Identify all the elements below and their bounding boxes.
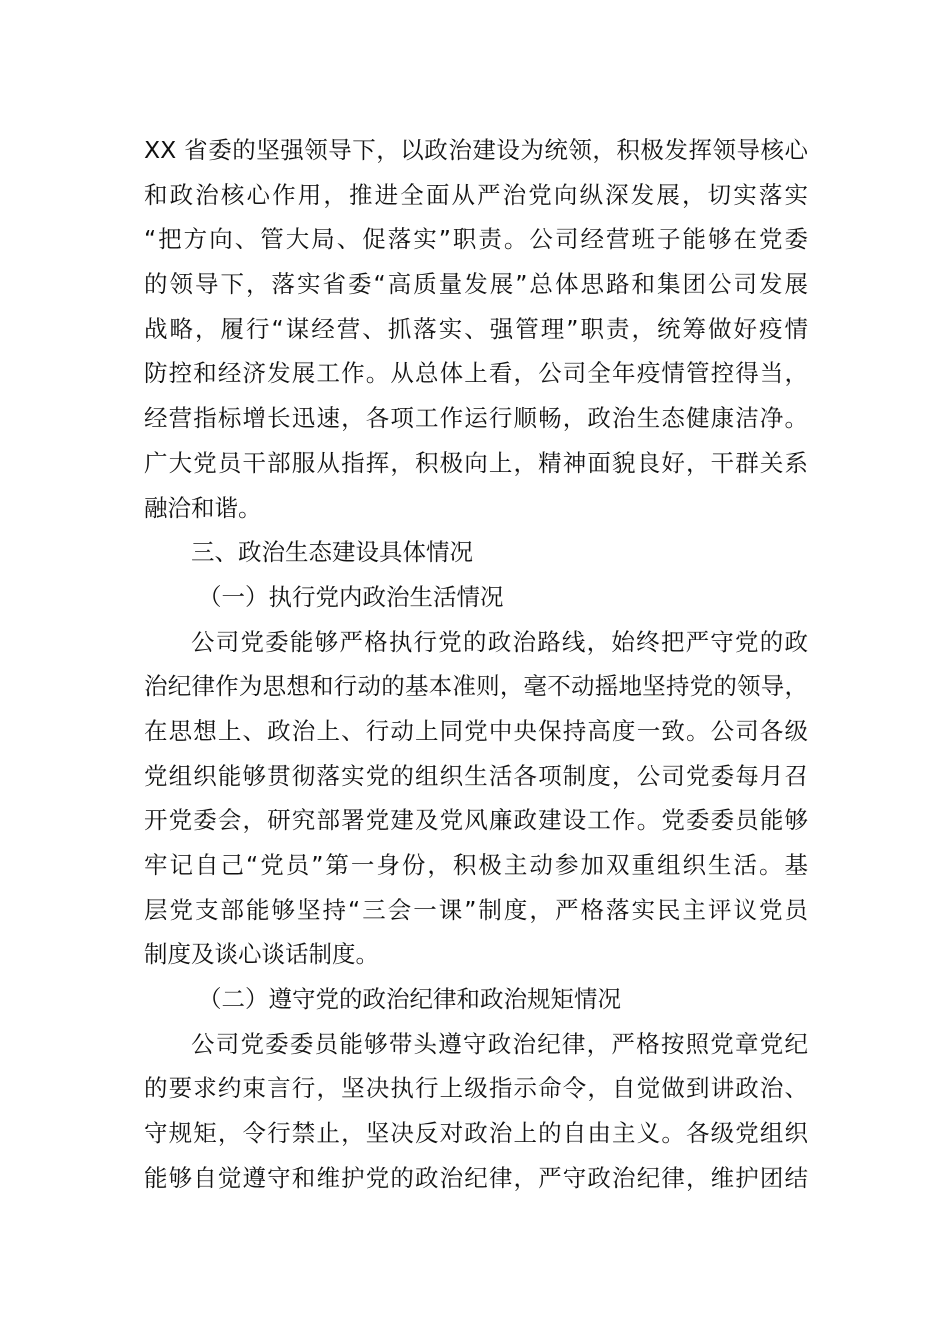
text-line: 能够自觉遵守和维护党的政治纪律，严守政治纪律，维护团结: [144, 1163, 808, 1192]
text-line: 融洽和谐。: [144, 493, 262, 522]
section-heading: 三、政治生态建设具体情况: [191, 538, 473, 567]
text-line: 治纪律作为思想和行动的基本准则，毫不动摇地坚持党的领导，: [144, 672, 808, 701]
subsection-heading: （二）遵守党的政治纪律和政治规矩情况: [198, 985, 621, 1014]
text-line: 经营指标增长迅速，各项工作运行顺畅，政治生态健康洁净。: [144, 404, 808, 433]
text-line: 战略，履行“谋经营、抓落实、强管理”职责，统筹做好疫情: [144, 314, 808, 343]
text-line: 制度及谈心谈话制度。: [144, 940, 379, 969]
text-line: 广大党员干部服从指挥，积极向上，精神面貌良好，干群关系: [144, 448, 808, 477]
text-line: “把方向、管大局、促落实”职责。公司经营班子能够在党委: [144, 225, 808, 254]
text-line: 公司党委能够严格执行党的政治路线，始终把严守党的政: [191, 627, 808, 656]
text-line: 开党委会，研究部署党建及党风廉政建设工作。党委委员能够: [144, 806, 808, 835]
paragraph-party-life: [144, 620, 808, 978]
text-line: 的要求约束言行，坚决执行上级指示命令，自觉做到讲政治、: [144, 1074, 808, 1103]
text-line: 守规矩，令行禁止，坚决反对政治上的自由主义。各级党组织: [144, 1119, 808, 1148]
text-line: 的领导下，落实省委“高质量发展”总体思路和集团公司发展: [144, 270, 808, 299]
paragraph-political-discipline: [144, 1022, 808, 1201]
text-line: XX 省委的坚强领导下，以政治建设为统领，积极发挥领导核心: [144, 136, 808, 164]
text-line: 党组织能够贯彻落实党的组织生活各项制度，公司党委每月召: [144, 761, 808, 790]
text-line: 在思想上、政治上、行动上同党中央保持高度一致。公司各级: [144, 716, 808, 745]
text-line: 公司党委委员能够带头遵守政治纪律，严格按照党章党纪: [191, 1029, 808, 1058]
text-line: 防控和经济发展工作。从总体上看，公司全年疫情管控得当，: [144, 359, 808, 388]
subsection-heading: （一）执行党内政治生活情况: [198, 582, 504, 611]
document-body: [144, 128, 808, 1201]
text-line: 层党支部能够坚持“三会一课”制度，严格落实民主评议党员: [144, 895, 808, 924]
paragraph-continuation: [144, 128, 808, 530]
text-line: 牢记自己“党员”第一身份，积极主动参加双重组织生活。基: [144, 851, 808, 879]
text-line: 和政治核心作用，推进全面从严治党向纵深发展，切实落实: [144, 180, 808, 209]
